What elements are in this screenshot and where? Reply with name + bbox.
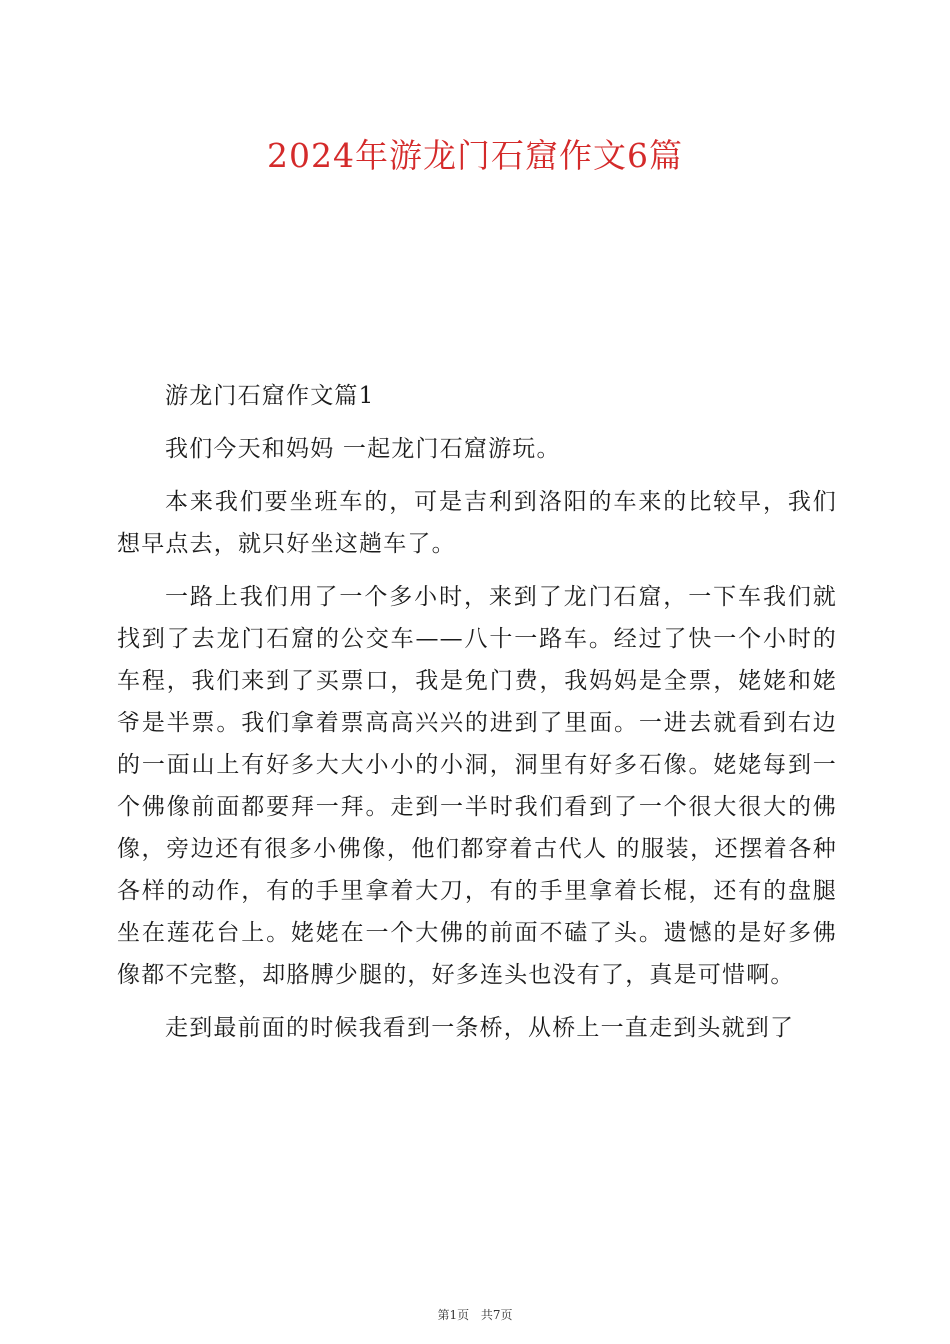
paragraph: 我们今天和妈妈 一起龙门石窟游玩。 bbox=[165, 436, 561, 462]
paragraph: 本来我们要坐班车的，可是吉利到洛阳的车来的比较早，我们想早点去，就只好坐这趟车了。 bbox=[117, 489, 837, 557]
paragraph: 一路上我们用了一个多小时，来到了龙门石窟，一下车我们就找到了去龙门石窟的公交车——八十一路车。经过了快一个小时的车程，我们来到了买票口，我是免门费，我妈妈是全票，姥姥和姥爷是半票。我们拿着票高高兴兴的进到了里面。一进去就看到右边的一面山上有好多大大小小的小洞，洞里有好多石像。姥姥每到一个佛像前面都要拜一拜。走到一半时我们看到了一个很大很大的佛像，旁边还有很多小佛像，他们都穿着古代人 的服装，还摆着各种各样的动作，有的手里拿着大刀，有的手里拿着长棍，还有的盘腿坐在莲花台上。姥姥在一个大佛的前面不磕了头。遗憾的是好多佛像都不完整，却胳膊少腿的，好多连头也没有了，真是可惜啊。 bbox=[117, 584, 837, 988]
page-footer bbox=[0, 1307, 950, 1323]
page-total: 共7页 bbox=[480, 1308, 513, 1322]
page-number: 第1页 bbox=[437, 1308, 470, 1322]
document-body bbox=[117, 375, 837, 1060]
document-title: 2024年游龙门石窟作文6篇 bbox=[267, 136, 683, 175]
paragraph: 走到最前面的时候我看到一条桥，从桥上一直走到头就到了 bbox=[165, 1015, 795, 1041]
section-heading: 游龙门石窟作文篇1 bbox=[165, 383, 375, 409]
